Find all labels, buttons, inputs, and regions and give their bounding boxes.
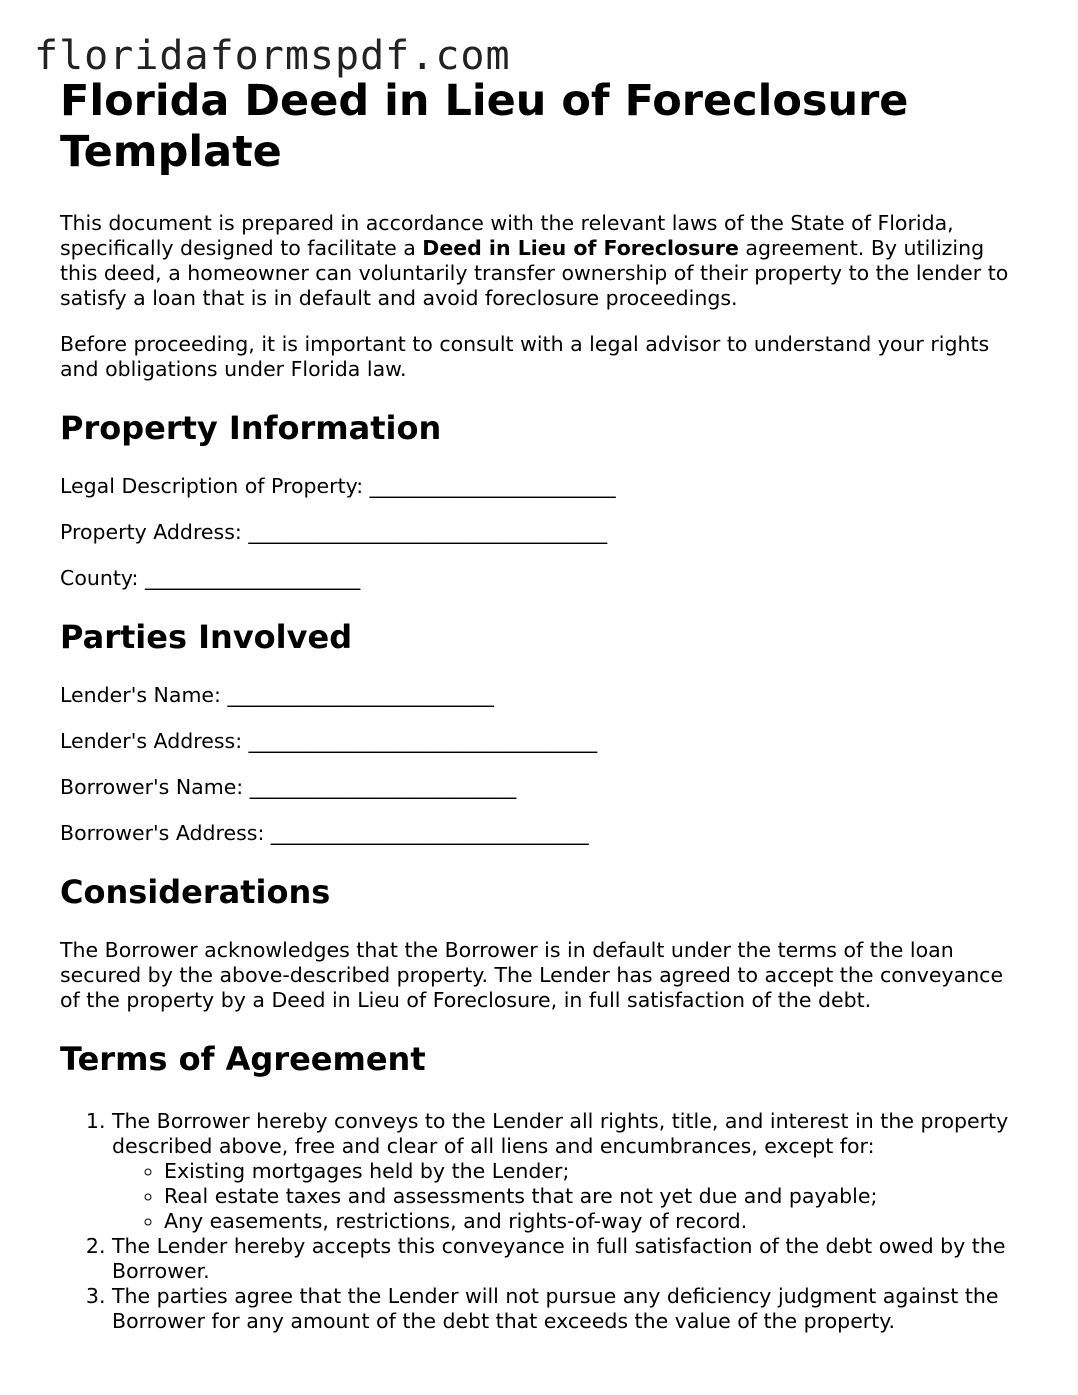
intro-text-after: agreement. By utilizing this deed, a homeowner can voluntarily transfer ownership of their property to the lender to satisfy a loan that is in default and avoid foreclosure proceedings. xyxy=(60,236,1009,310)
considerations-heading: Considerations xyxy=(60,873,331,911)
exception-item: ◦ Existing mortgages held by the Lender; xyxy=(164,1159,1020,1184)
intro-text-before: This document is prepared in accordance with the relevant laws of the State of Florida, specifically designed to facilitate a xyxy=(60,211,954,260)
legal-description-field: Legal Description of Property: ________________________ xyxy=(60,474,616,498)
intro-paragraph-1 xyxy=(60,211,1020,311)
exception-item: ◦ Real estate taxes and assessments that are not yet due and payable; xyxy=(164,1184,1020,1209)
borrower-address-field: Borrower's Address: _______________________________ xyxy=(60,821,589,845)
terms-of-agreement-heading: Terms of Agreement xyxy=(60,1040,426,1078)
county-field: County: _____________________ xyxy=(60,566,361,590)
borrower-name-field: Borrower's Name: __________________________ xyxy=(60,775,517,799)
exception-item: ◦ Any easements, restrictions, and rights-of-way of record. xyxy=(164,1209,1020,1234)
watermark-text: floridaformspdf.com xyxy=(34,33,511,79)
page-title: Florida Deed in Lieu of Foreclosure Template xyxy=(60,76,909,177)
considerations-paragraph: The Borrower acknowledges that the Borrower is in default under the terms of the loan secured by the above-described property. The Lender has agreed to accept the conveyance of the property by a Deed in Lieu of Foreclosure, in full satisfaction of the debt. xyxy=(60,938,1004,1012)
intro-bold-term: Deed in Lieu of Foreclosure xyxy=(422,236,739,260)
exceptions-list xyxy=(112,1159,1020,1234)
terms-item-1-text: The Borrower hereby conveys to the Lender all rights, title, and interest in the property described above, free and clear of all liens and encumbrances, except for: xyxy=(112,1109,1009,1158)
property-information-heading: Property Information xyxy=(60,409,442,447)
terms-item-2: 2. The Lender hereby accepts this conveyance in full satisfaction of the debt owed by the Borrower. xyxy=(112,1234,1020,1284)
document-body xyxy=(60,76,1020,1334)
terms-item-1 xyxy=(112,1109,1020,1234)
intro-paragraph-2: Before proceeding, it is important to consult with a legal advisor to understand your rights and obligations under Florida law. xyxy=(60,332,990,381)
terms-list xyxy=(60,1109,1020,1334)
terms-item-3: 3. The parties agree that the Lender will not pursue any deficiency judgment against the Borrower for any amount of the debt that exceeds the value of the property. xyxy=(112,1284,1020,1334)
lender-name-field: Lender's Name: __________________________ xyxy=(60,683,494,707)
lender-address-field: Lender's Address: __________________________________ xyxy=(60,729,598,753)
parties-involved-heading: Parties Involved xyxy=(60,618,353,656)
property-address-field: Property Address: ___________________________________ xyxy=(60,520,608,544)
